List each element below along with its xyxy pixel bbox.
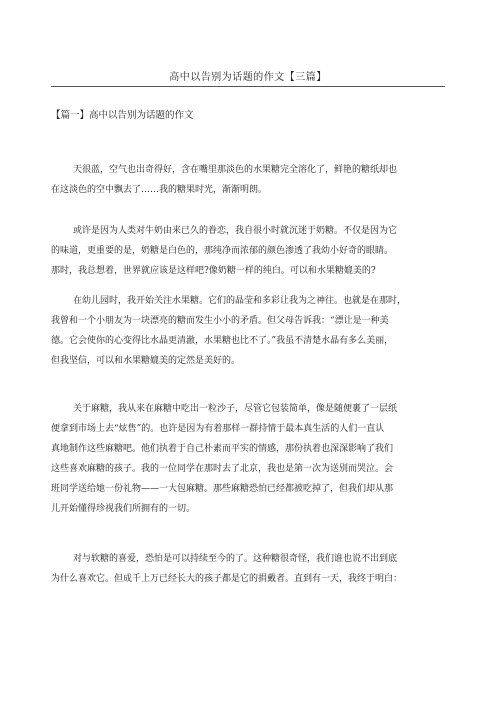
text-line: 或许是因为人类对牛奶由来已久的眷恋，我自很小时就沉迷于奶糖。不仅是因为它 [73, 226, 398, 236]
text-line: 关于麻糖，我从来在麻糖中吃出一粒沙子，尽管它包装简单，像是随便裹了一层纸 [73, 404, 398, 414]
paragraph-2 [51, 221, 451, 281]
text-line: 为什么喜欢它。但成千上万已经长大的孩子都是它的捐戴者。直到有一天，我终于明白： [51, 574, 403, 584]
section-heading: 【篇一】高中以告别为话题的作文 [51, 110, 194, 121]
text-line: 班同学送给她一份礼物——一大包麻糖。那些麻糖恐怕已经都被吃掉了，但我们却从那 [51, 484, 394, 494]
text-line: 但我坚信，可以和水果糖媲美的定然是美好的。 [51, 356, 241, 366]
paragraph-3 [51, 291, 451, 371]
title-divider [51, 86, 445, 87]
text-line: 真地制作这些麻糖吧。他们执着于自己朴素而平实的情感，那份执着也深深影响了我们 [51, 444, 394, 454]
text-line: 这些喜欢麻糖的孩子。我的一位同学在那时去了北京，我也是第一次为送别而哭泣。会 [51, 464, 394, 474]
text-line: 对与软糖的喜爱，恐怕是可以持续至今的了。这种糖很奇怪，我们谁也说不出到底 [73, 554, 398, 564]
text-line: 的味道，更重要的是，奶糖是白色的，那纯净而浓郁的颜色渗透了我幼小好奇的眼睛。 [51, 246, 394, 256]
paragraph-4 [51, 399, 451, 519]
text-line: 那时，我总想着，世界就应该是这样吧?像奶糖一样的纯白。可以和水果糖媲美的? [51, 266, 376, 276]
text-line: 德。它会使你的心变得比水晶更清澈，水果糖也比不了。”我虽不清楚水晶有多么美丽， [51, 336, 394, 346]
text-line: 便拿到市场上去“炫售”的。也许是因为有着那样一群持情于最本真生活的人们一直认 [51, 424, 385, 434]
paragraph-5 [51, 549, 451, 589]
text-line: 天很蓝，空气也出奇得好，含在嘴里那淡色的水果糖完全溶化了，鲜艳的糖纸却也 [73, 165, 398, 175]
paragraph-1 [51, 160, 451, 200]
document-title: 高中以告别为话题的作文【三篇】 [169, 72, 327, 83]
text-line: 在幼儿园时，我开始关注水果糖。它们的晶莹和多彩让我为之神往。也就是在那时， [73, 296, 407, 306]
text-line: 我曾和一个小朋友为一块漂亮的糖而发生小小的矛盾。但父母告诉我：“漂让是一种美 [51, 316, 389, 326]
text-line: 在这淡色的空中飘去了……我的糖果时光，渐渐明朗。 [51, 185, 268, 195]
text-line: 儿开始懂得珍视我们所拥有的一切。 [51, 504, 196, 514]
